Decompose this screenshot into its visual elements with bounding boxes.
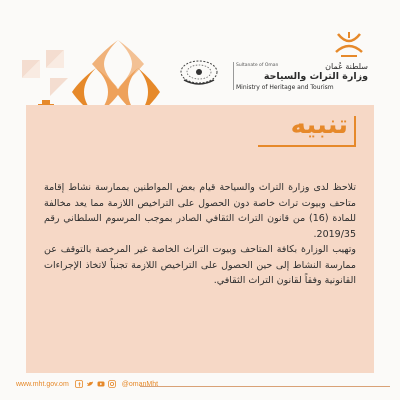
footer bbox=[16, 380, 158, 388]
notice-body bbox=[44, 180, 356, 289]
vision-logo-icon bbox=[174, 52, 224, 92]
logo-divider bbox=[233, 62, 234, 90]
title-side-line bbox=[354, 116, 356, 146]
social-handle[interactable]: @omanMht bbox=[121, 380, 159, 388]
ministry-arabic-line1: سلطنة عُمان bbox=[325, 62, 368, 71]
ministry-arabic-line2: وزارة التراث والسياحة bbox=[263, 71, 368, 82]
ministry-emblem-icon bbox=[332, 30, 366, 60]
notice-paragraph-2: وتهيب الوزارة بكافة المتاحف وبيوت التراث الخاصة غير المرخصة بالتوقف عن ممارسة النشاط إلى حين الحصول على التراخيص اللازمة تجنباً لاتخاذ الإجراءات القانونية وفقاً لقانون التراث الثقافي. bbox=[44, 244, 356, 286]
title-underline bbox=[258, 145, 356, 147]
instagram-icon[interactable] bbox=[108, 380, 116, 388]
notice-title: تنبيه bbox=[290, 110, 348, 140]
social-icons bbox=[75, 380, 116, 388]
twitter-icon[interactable] bbox=[86, 380, 94, 388]
ministry-english-line1: Sultanate of Oman bbox=[236, 63, 279, 68]
notice-paragraph-1: تلاحظ لدى وزارة التراث والسياحة قيام بعض المواطنين بممارسة نشاط إقامة متاحف وبيوت تراث خاصة دون الحصول على التراخيص اللازمة مما يعد مخالفة للمادة (16) من قانون التراث الثقافي الصادر بموجب المرسوم السلطاني رقم 2019/35. bbox=[44, 182, 356, 240]
facebook-icon[interactable] bbox=[75, 380, 83, 388]
footer-divider bbox=[140, 386, 390, 387]
ministry-english-line2: Ministry of Heritage and Tourism bbox=[236, 84, 334, 91]
website-link[interactable]: www.mht.gov.om bbox=[16, 380, 69, 388]
ministry-logo bbox=[178, 30, 368, 92]
youtube-icon[interactable] bbox=[97, 380, 105, 388]
